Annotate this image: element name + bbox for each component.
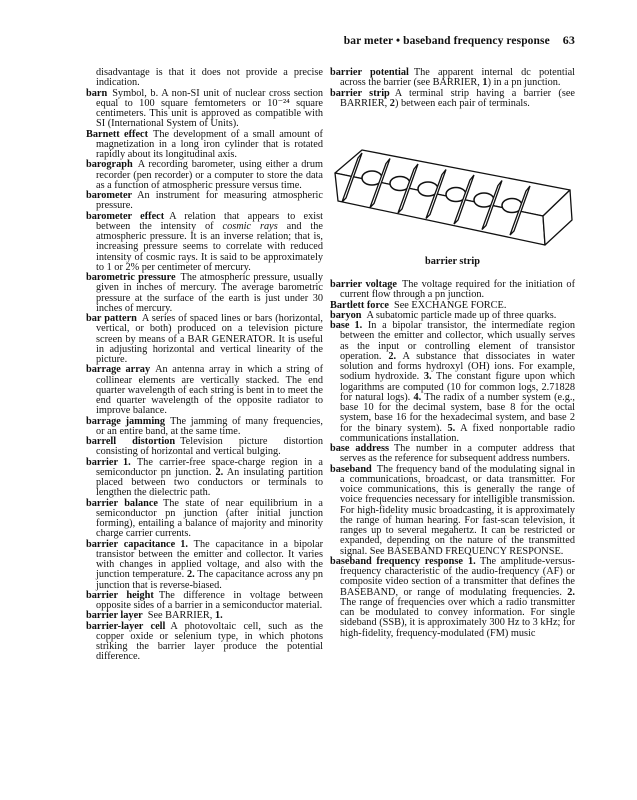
entry-definition: A substance that dissociates in water solution and forms hydroxyl (OH) ions. For example, sodium hydroxide. xyxy=(340,350,575,383)
entry-definition: A recording barometer, using either a drum recorder (pen recorder) or a computer to store the data as a function of atmospheric pressure versus time. xyxy=(96,159,323,191)
sense-number: 5. xyxy=(447,422,456,434)
entry-definition: ) in a pn junction. xyxy=(487,77,561,89)
dictionary-entry xyxy=(86,89,323,130)
sense-number: 1. xyxy=(354,320,363,331)
entry-definition: The difference in voltage between opposite sides of a barrier in a semiconductor material. xyxy=(96,589,324,611)
entry-definition: A series of spaced lines or bars (horizontal, vertical, or both) produced on a television picture screen by means of a BAR GENERATOR. It is useful in adjusting horizontal and vertical linearity of the picture. xyxy=(96,313,323,365)
entry-term: barrage array xyxy=(86,364,151,376)
entry-term: baryon xyxy=(330,309,362,321)
dictionary-entry xyxy=(330,557,575,639)
dictionary-entry xyxy=(86,160,323,191)
entry-term: barrier capacitance xyxy=(86,538,176,550)
entry-term: barrage jamming xyxy=(86,415,166,427)
entry-term: barometric pressure xyxy=(86,272,176,283)
dictionary-entry xyxy=(330,68,575,89)
dictionary-entry xyxy=(86,365,323,416)
dictionary-entry xyxy=(86,191,323,212)
entry-definition: and the atmospheric pressure. It is an inverse relation; that is, increasing pressure seems to correlate with reduced intensity of cosmic rays. It is said to be approximately to 1 or 2% per centimeter of mercury. xyxy=(96,220,323,273)
sense-number: 2. xyxy=(567,586,575,598)
entry-term: barrier voltage xyxy=(330,279,397,290)
entry-definition: cosmic rays xyxy=(222,220,278,232)
entry-definition: A subatomic particle made up of three quarks. xyxy=(366,309,557,321)
sense-number: 1. xyxy=(214,610,223,622)
dictionary-entry xyxy=(86,591,323,612)
entry-definition: An antenna array in which a string of collinear elements are vertically stacked. The end quarter wavelength of each string is bent in to meet the end quarter wavelength of the opposite radiator to improve balance. xyxy=(96,364,323,417)
dictionary-entry xyxy=(330,321,575,444)
entry-definition: The range of frequencies over which a radio transmitter can be modulated to convey information. For single sideband (SSB), it is approximately 300 Hz to 3 kHz; for high-fidelity, frequency-modulated (FM) music xyxy=(340,596,575,639)
entry-term: base address xyxy=(330,443,389,454)
entry-definition: The amplitude-versus-frequency characteristic of the audio-frequency (AF) or composite video section of a transmitter that defines the BASEBAND, or range of modulating frequencies. xyxy=(340,555,575,598)
entry-term: barometer xyxy=(86,190,133,201)
sense-number: 1. xyxy=(123,456,131,468)
sense-number: 2. xyxy=(186,569,195,581)
entry-term: barrier layer xyxy=(86,610,143,622)
left-column xyxy=(86,68,323,663)
sense-number: 1. xyxy=(467,555,476,567)
entry-term: baseband xyxy=(330,463,372,475)
entry-term: barn xyxy=(86,87,108,99)
entry-term: barograph xyxy=(86,159,133,171)
entry-definition: ) between each pair of terminals. xyxy=(394,97,530,109)
entry-definition: An instrument for measuring atmospheric pressure. xyxy=(96,190,323,212)
entry-definition: The state of near equilibrium in a semiconductor pn junction (after initial junction forming), entailing a balance of majority and minority charge carrier currents. xyxy=(96,497,323,540)
dictionary-entry xyxy=(86,212,323,274)
entry-definition: The voltage required for the initiation of current flow through a pn junction. xyxy=(340,279,575,301)
dictionary-entry xyxy=(86,622,323,663)
entry-definition: Symbol, b. A non-SI unit of nuclear cross section equal to 100 square femtometers or 10⁻²⁴ square centimeters. This unit is approved as compatible with SI (International System of Units). xyxy=(96,87,323,130)
entry-definition: A photovoltaic cell, such as the copper oxide or selenium type, in which photons striking the barrier layer produce the potential difference. xyxy=(96,620,323,663)
sense-number: 2. xyxy=(388,350,397,362)
entry-definition: See BARRIER, xyxy=(147,610,215,622)
entry-term: barrell distortion xyxy=(86,436,176,447)
entry-definition: The frequency band of the modulating signal in a communications, broadcast, or data transmitter. For voice communications, this is generally the range of voice frequencies necessary for intelligible transmission. For high-fidelity music broadcasting, it is approximately the range of human hearing. For fast-scan television, it ranges up to several megahertz. It can be restricted or expanded, depending on the nature of the transmitted signal. See BASEBAND FREQUENCY RESPONSE. xyxy=(340,463,575,557)
entry-definition: A relation that appears to exist between the intensity of xyxy=(96,210,323,232)
entry-term: barrier-layer cell xyxy=(86,620,166,632)
dictionary-entry xyxy=(86,273,323,314)
entry-term: barrier xyxy=(86,456,119,468)
dictionary-entry xyxy=(86,417,323,438)
entry-definition: In a bipolar transistor, the intermediate region between the emitter and collector, which usually serves as the input or controlling element of transistor operation. xyxy=(340,320,575,362)
sense-number: 1. xyxy=(180,538,188,550)
entry-definition: The carrier-free space-charge region in a semiconductor pn junction. xyxy=(96,456,323,478)
entry-definition: A terminal strip having a barrier (see BARRIER, xyxy=(340,87,575,109)
dictionary-entry xyxy=(86,540,323,591)
entry-definition: The capacitance in a bipolar transistor between the emitter and collector. It varies with changes in applied voltage, and also with the junction temperature. xyxy=(96,538,324,581)
dictionary-entry xyxy=(86,314,323,365)
dictionary-entry xyxy=(86,130,323,161)
dictionary-entry xyxy=(330,280,575,301)
page-number: 63 xyxy=(562,33,575,47)
sense-number: 2. xyxy=(215,466,224,478)
entry-definition: The radix of a number system (e.g., base 10 for the decimal system, base 8 for the octal system, base 16 for the hexadecimal system, and base 2 for the binary system). xyxy=(340,391,575,434)
right-column-top xyxy=(330,68,575,109)
entry-term: Bartlett force xyxy=(330,299,389,311)
right-column-bottom xyxy=(330,280,575,639)
entry-definition: An insulating partition placed between two conductors or terminals to lengthen the dielectric path. xyxy=(96,466,323,499)
entry-definition: The atmospheric pressure, usually given in inches of mercury. The average barometric pressure at the surface of the earth is just under 30 inches of mercury. xyxy=(96,272,323,314)
dictionary-entry xyxy=(330,465,575,557)
dictionary-entry xyxy=(86,458,323,499)
dictionary-entry xyxy=(86,437,323,458)
entry-term: barrier height xyxy=(86,589,154,601)
entry-term: baseband frequency response xyxy=(330,555,463,567)
sense-number: 3. xyxy=(423,371,432,383)
entry-term: barrier balance xyxy=(86,497,158,509)
entry-term: base xyxy=(330,320,350,331)
running-title: bar meter • baseband frequency response xyxy=(343,35,550,47)
entry-term: barometer effect xyxy=(86,210,165,222)
sense-number: 2 xyxy=(389,97,395,109)
running-header xyxy=(344,33,575,48)
entry-definition: disadvantage is that it does not provide a precise indication. xyxy=(96,67,323,89)
entry-definition: The development of a small amount of magnetization in a long iron cylinder that is rotated rapidly about its longitudinal axis. xyxy=(96,128,323,160)
entry-definition: The capacitance across any pn junction that is reverse-biased. xyxy=(96,569,323,591)
dictionary-entry xyxy=(86,499,323,540)
dictionary-entry xyxy=(330,444,575,465)
entry-definition: The number in a computer address that serves as the reference for subsequent address numbers. xyxy=(340,443,575,465)
entry-definition: See EXCHANGE FORCE. xyxy=(393,299,507,311)
figure-caption: barrier strip xyxy=(425,256,480,267)
entry-definition: The jamming of many frequencies, or an entire band, at the same time. xyxy=(96,415,323,437)
dictionary-entry xyxy=(86,68,323,89)
entry-term: barrier strip xyxy=(330,87,390,99)
dictionary-entry xyxy=(330,89,575,110)
entry-definition: Television picture distortion consisting of horizontal and vertical bulging. xyxy=(96,436,323,458)
entry-term: bar pattern xyxy=(86,313,137,324)
entry-definition: A fixed nonportable radio communications installation. xyxy=(340,422,575,444)
entry-definition: The apparent internal dc potential across the barrier (see BARRIER, xyxy=(340,67,575,89)
sense-number: 4. xyxy=(413,391,422,403)
entry-definition: The constant figure upon which logarithms are computed (10 for common logs, 2.71828 for natural logs). xyxy=(340,371,575,403)
sense-number: 1 xyxy=(482,77,488,89)
entry-term: Barnett effect xyxy=(86,128,149,140)
entry-term: barrier potential xyxy=(330,67,409,78)
